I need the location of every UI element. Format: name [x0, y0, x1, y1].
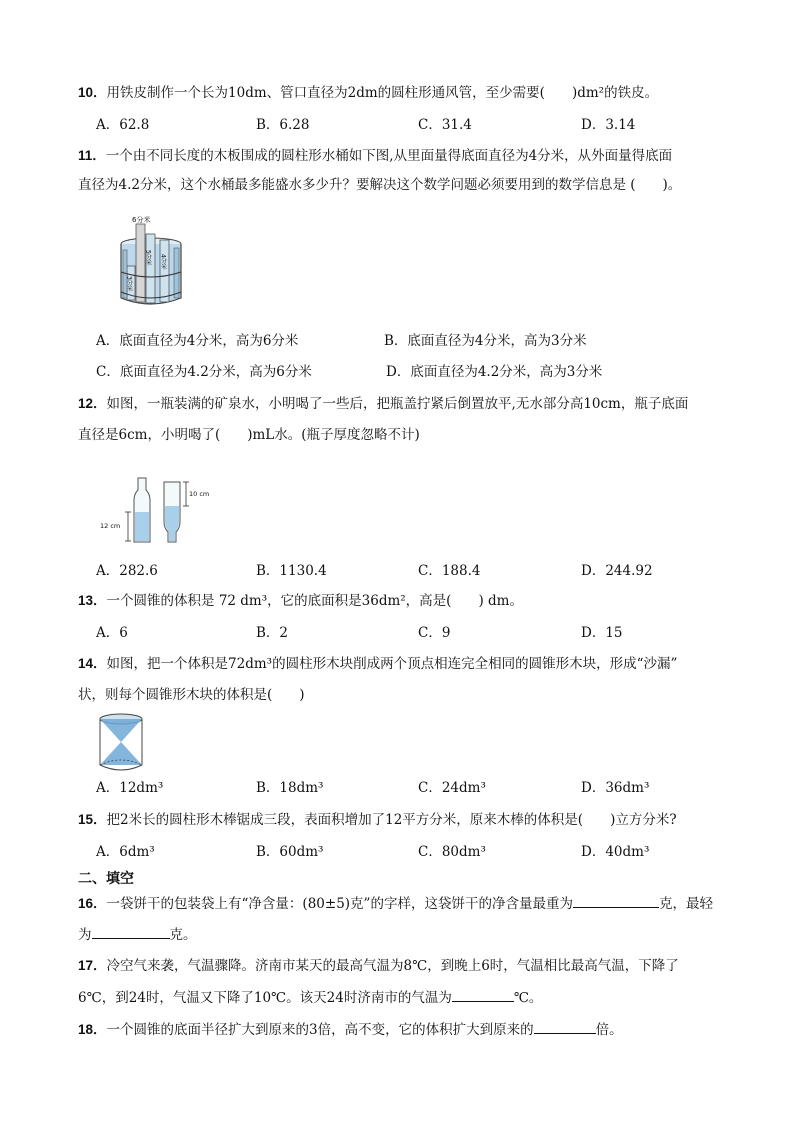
- question-16-line-1: [78, 894, 713, 913]
- question-text: ℃。: [513, 990, 543, 1006]
- question-10: [78, 84, 658, 102]
- barrel-figure: [110, 214, 192, 314]
- option-b[interactable]: B．60dm³: [256, 844, 324, 860]
- answer-blank-min[interactable]: [92, 925, 170, 939]
- question-text: 为: [78, 927, 92, 943]
- label-6dm: 6分米: [132, 216, 151, 224]
- option-a[interactable]: A．底面直径为4分米，高为6分米: [96, 333, 299, 349]
- section-heading: 二、填空: [78, 871, 134, 887]
- question-12-line-2: 直径是6cm，小明喝了( )mL水。(瓶子厚度忽略不计): [78, 427, 420, 443]
- hourglass-figure: [96, 712, 146, 772]
- question-text: 一个由不同长度的木板围成的圆柱形水桶如下图,从里面量得底面直径为4分米，从外面量得底面: [105, 148, 673, 164]
- question-17-line-1: [78, 957, 679, 975]
- question-18: [78, 1020, 623, 1039]
- question-text: 6℃，到24时，气温又下降了10℃。该天24时济南市的气温为: [78, 990, 452, 1006]
- question-13: [78, 592, 523, 610]
- option-d[interactable]: D．15: [581, 625, 623, 641]
- bottle-figure: [100, 476, 216, 546]
- question-text: 一个圆锥的底面半径扩大到原来的3倍，高不变，它的体积扩大到原来的: [106, 1022, 534, 1038]
- label-12cm: 12 cm: [100, 522, 121, 530]
- option-c[interactable]: C．9: [418, 625, 451, 641]
- question-text: 如图，一瓶装满的矿泉水，小明喝了一些后，把瓶盖拧紧后倒置放平,无水部分高10cm，瓶子底面: [106, 396, 689, 412]
- question-number: 10．: [78, 85, 107, 100]
- question-number: 14．: [78, 656, 107, 671]
- option-a[interactable]: A．6dm³: [96, 844, 155, 860]
- option-c[interactable]: C．24dm³: [418, 780, 486, 796]
- question-text: 克，最轻: [658, 896, 713, 912]
- option-c[interactable]: C．31.4: [418, 117, 472, 133]
- question-16-line-2: [78, 925, 197, 944]
- question-text: 克。: [169, 927, 197, 943]
- option-c[interactable]: C．80dm³: [418, 844, 486, 860]
- option-a[interactable]: A．6: [96, 625, 128, 641]
- question-15: [78, 811, 677, 829]
- question-14-line-2: 状，则每个圆锥形木块的体积是( ): [78, 687, 305, 703]
- question-text: 倍。: [595, 1022, 623, 1038]
- question-number: 12．: [78, 396, 107, 411]
- question-number: 17．: [78, 958, 107, 973]
- answer-blank-max[interactable]: [573, 894, 659, 908]
- question-text: 一个圆锥的体积是 72 dm³，它的底面积是36dm²，高是( ) dm。: [106, 593, 523, 609]
- option-b[interactable]: B．18dm³: [256, 780, 324, 796]
- question-text: 把2米长的圆柱形木棒锯成三段，表面积增加了12平方分米，原来木棒的体积是( )立方分米?: [106, 812, 677, 828]
- option-d[interactable]: D．244.92: [581, 563, 653, 579]
- question-number: 18．: [78, 1022, 107, 1037]
- question-text: 一袋饼干的包装袋上有“净含量：(80±5)克”的字样，这袋饼干的净含量最重为: [106, 896, 573, 912]
- question-11-line-2: 直径为4.2分米，这个水桶最多能盛水多少升？要解决这个数学问题必须要用到的数学信息是 ( )。: [78, 177, 682, 193]
- question-number: 15．: [78, 812, 107, 827]
- label-5dm: 5分米: [144, 250, 152, 266]
- question-number: 16．: [78, 896, 107, 911]
- question-17-line-2: [78, 988, 542, 1007]
- option-a[interactable]: A．12dm³: [96, 780, 164, 796]
- question-text: 冷空气来袭，气温骤降。济南市某天的最高气温为8℃，到晚上6时，气温相比最高气温，下降了: [106, 958, 679, 974]
- question-number: 13．: [78, 593, 107, 608]
- question-number: 11．: [78, 148, 106, 163]
- answer-blank-times[interactable]: [534, 1020, 596, 1034]
- question-14-line-1: [78, 655, 677, 673]
- label-3dm: 3分米: [125, 276, 133, 292]
- question-text: 如图，把一个体积是72dm³的圆柱形木块削成两个顶点相连完全相同的圆锥形木块，形成“沙漏”: [106, 656, 678, 672]
- option-b[interactable]: B．底面直径为4分米，高为3分米: [384, 333, 587, 349]
- option-d[interactable]: D．底面直径为4.2分米，高为3分米: [386, 364, 603, 380]
- question-12-line-1: [78, 395, 688, 413]
- label-4dm: 4分米: [159, 254, 167, 270]
- option-c[interactable]: C．底面直径为4.2分米，高为6分米: [96, 364, 312, 380]
- question-11-line-1: [78, 147, 672, 165]
- option-d[interactable]: D．36dm³: [581, 780, 650, 796]
- label-10cm: 10 cm: [189, 490, 210, 498]
- option-a[interactable]: A．62.8: [96, 117, 150, 133]
- option-d[interactable]: D．40dm³: [581, 844, 650, 860]
- question-text: 用铁皮制作一个长为10dm、管口直径为2dm的圆柱形通风管，至少需要( )dm²的铁皮。: [106, 85, 659, 101]
- option-c[interactable]: C．188.4: [418, 563, 481, 579]
- option-a[interactable]: A．282.6: [96, 563, 158, 579]
- answer-blank-temperature[interactable]: [452, 988, 514, 1002]
- option-d[interactable]: D．3.14: [581, 117, 636, 133]
- option-b[interactable]: B．2: [256, 625, 289, 641]
- option-b[interactable]: B．1130.4: [256, 563, 327, 579]
- option-b[interactable]: B．6.28: [256, 117, 310, 133]
